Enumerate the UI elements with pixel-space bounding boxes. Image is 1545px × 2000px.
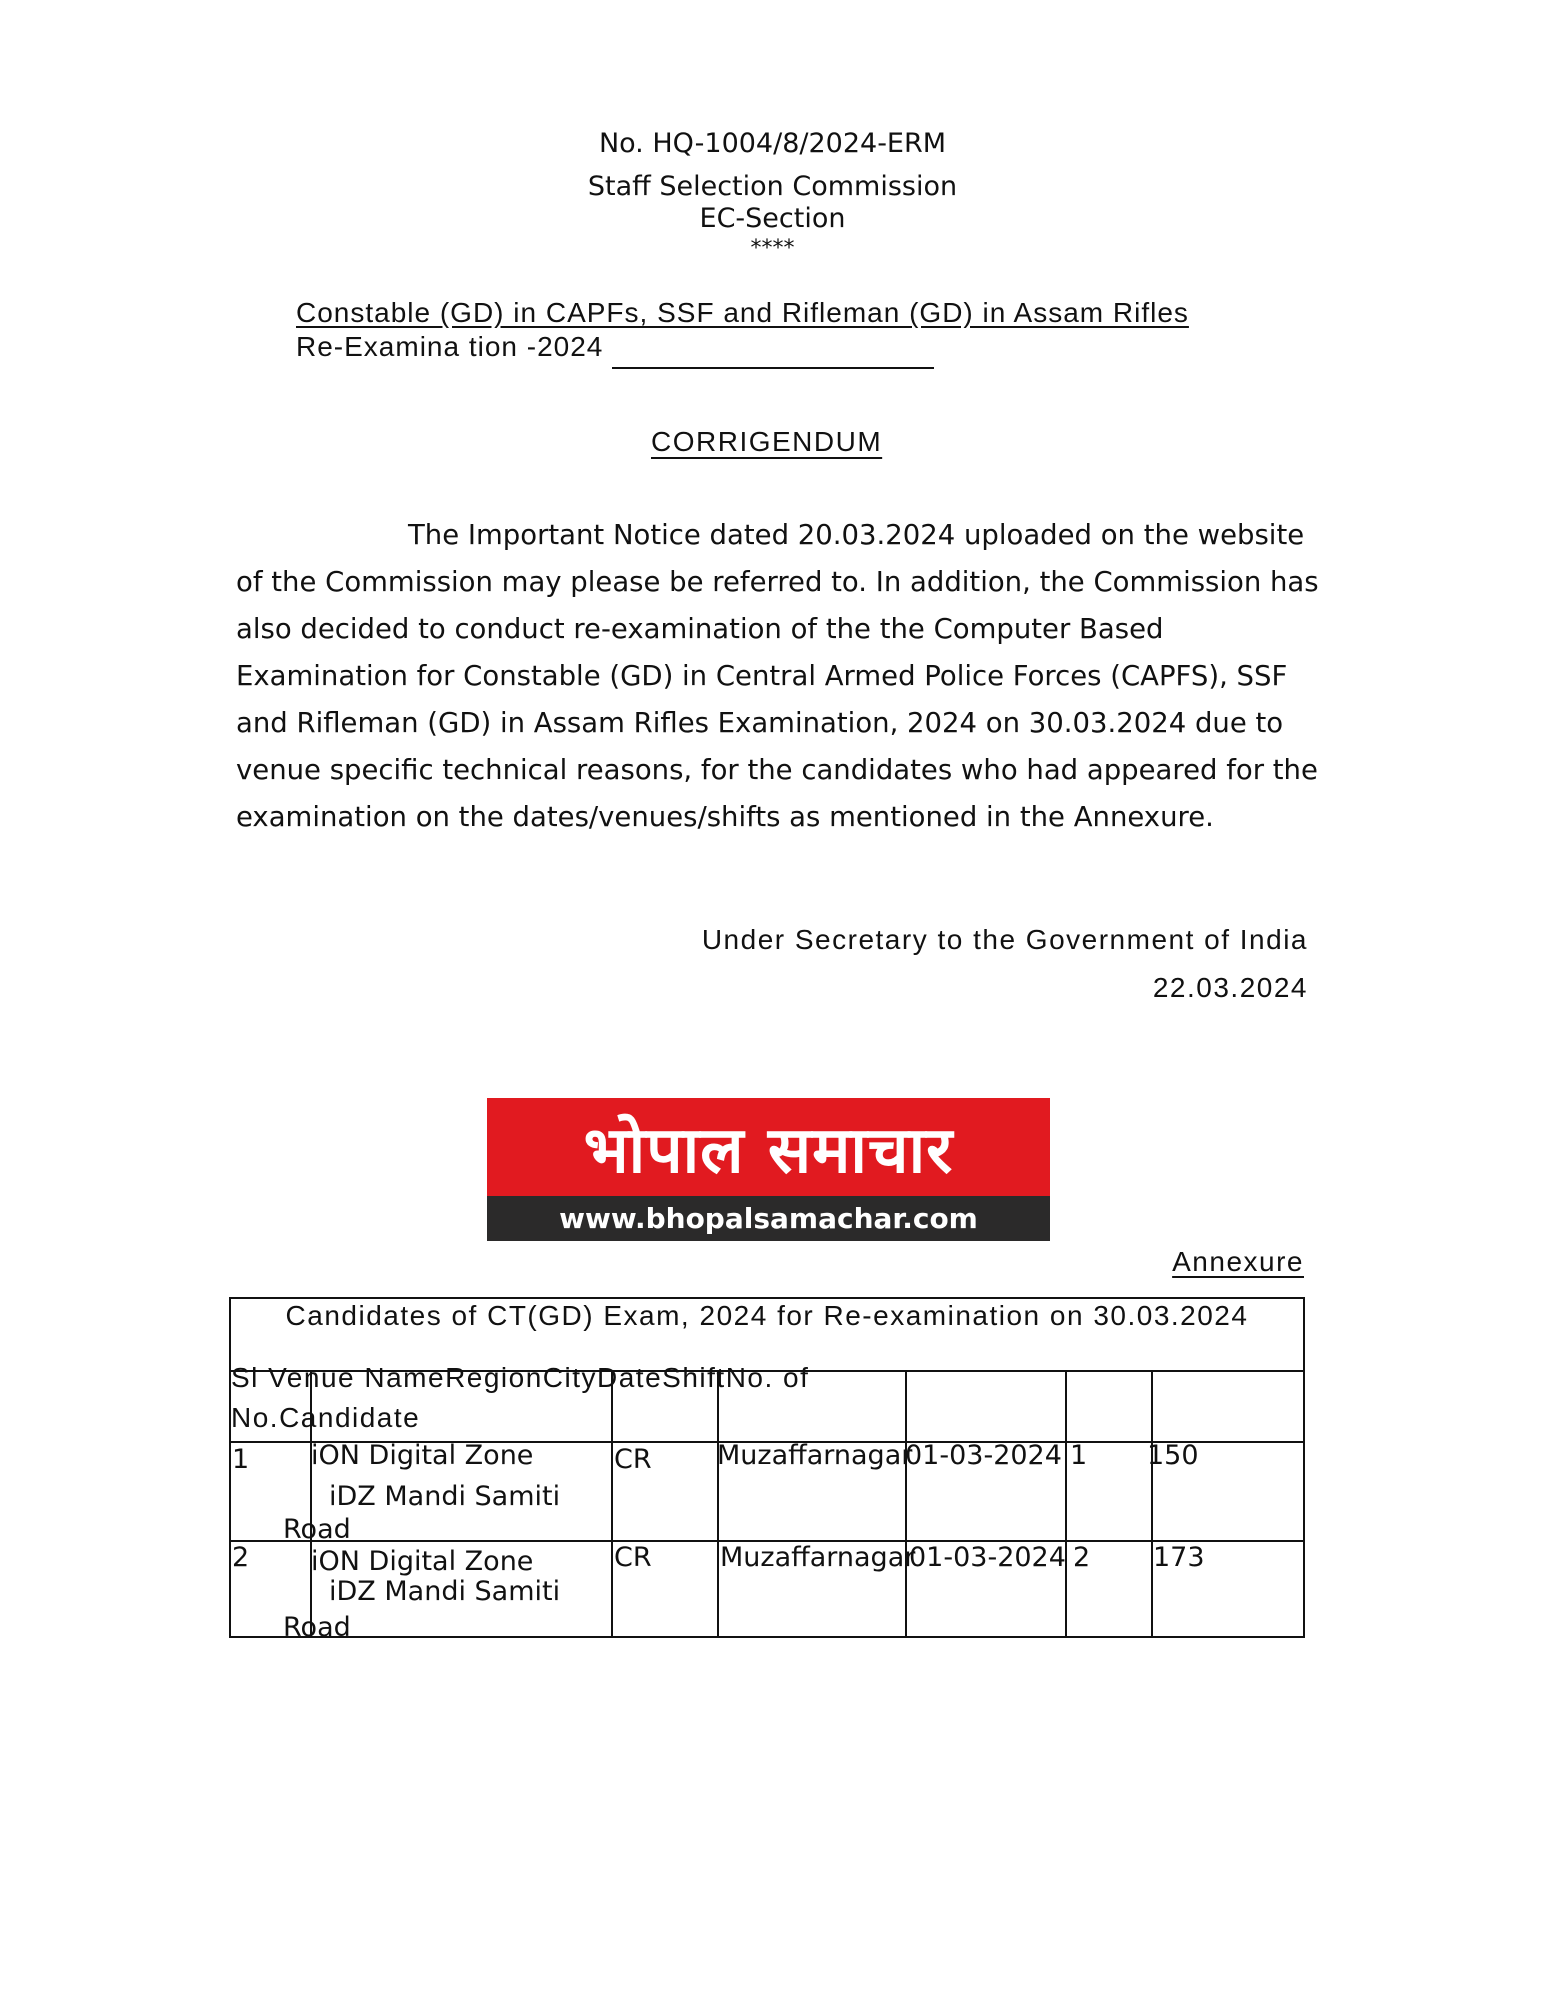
table-header-line-2: No.Candidate — [231, 1402, 421, 1433]
table-cell-city: Muzaffarnagar — [717, 1440, 913, 1471]
table-caption: Candidates of CT(GD) Exam, 2024 for Re-examination on 30.03.2024 — [285, 1300, 1249, 1331]
table-cell-sl: 2 — [232, 1542, 250, 1573]
subject — [296, 296, 1189, 364]
table-cell-date: 01-03-2024 — [905, 1440, 1062, 1471]
table-cell-venue: iDZ Mandi Samiti — [329, 1576, 561, 1607]
table-header-line-1: Sl Venue NameRegionCityDateShiftNo. of — [231, 1362, 810, 1393]
table-cell-candidates: 150 — [1147, 1440, 1199, 1471]
table-rule — [717, 1370, 719, 1638]
table-cell-region: CR — [614, 1444, 652, 1475]
subject-underline — [612, 367, 934, 369]
logo-hindi-name: भोपाल समाचार — [487, 1098, 1050, 1196]
table-cell-venue: iDZ Mandi Samiti — [329, 1481, 561, 1512]
table-cell-candidates: 173 — [1153, 1542, 1205, 1573]
annexure-label: Annexure — [1172, 1246, 1304, 1277]
table-cell-shift: 2 — [1073, 1542, 1091, 1573]
organization-name: Staff Selection Commission — [587, 171, 958, 202]
signature-date: 22.03.2024 — [1152, 972, 1308, 1003]
table-rule — [905, 1370, 907, 1638]
section-name: EC-Section — [699, 203, 846, 234]
subject-line-1: Constable (GD) in CAPFs, SSF and Rifleman (GD) in Assam Rifles — [296, 297, 1189, 328]
table-rule — [1151, 1370, 1153, 1638]
signatory-designation: Under Secretary to the Government of India — [701, 924, 1308, 955]
table-cell-date: 01-03-2024 — [909, 1542, 1066, 1573]
logo-url: www.bhopalsamachar.com — [487, 1196, 1050, 1241]
body-paragraph — [236, 512, 1326, 841]
subject-line-2: Re-Examina tion -2024 — [296, 331, 604, 362]
document-title: CORRIGENDUM — [651, 426, 883, 457]
notice-text: The Important Notice dated 20.03.2024 uploaded on the website of the Commission may please be referred to. In addition, the Commission has also decided to conduct re-examination of the the Computer Based Examination for Constable (GD) in Central Armed Police Forces (CAPFS), SSF and Rifleman (GD) in Assam Rifles Examination, 2024 on 30.03.2024 due to venue specific technical reasons, for the candidates who had appeared for the examination on the dates/venues/shifts as mentioned in the Annexure. — [236, 519, 1319, 833]
signature-block — [702, 916, 1308, 1012]
bhopal-samachar-logo — [487, 1098, 1050, 1241]
table-rule — [611, 1370, 613, 1638]
table-cell-venue: Road — [283, 1612, 351, 1643]
table-cell-venue: iON Digital Zone — [311, 1546, 534, 1577]
table-cell-sl: 1 — [232, 1444, 250, 1475]
table-rule — [1065, 1370, 1067, 1638]
table-cell-region: CR — [614, 1542, 652, 1573]
table-cell-venue: Road — [283, 1514, 351, 1545]
table-cell-shift: 1 — [1070, 1440, 1088, 1471]
reference-number: No. HQ-1004/8/2024-ERM — [598, 128, 947, 159]
table-cell-city: Muzaffarnagar — [720, 1542, 916, 1573]
header-separator: **** — [750, 236, 795, 261]
table-cell-venue: iON Digital Zone — [311, 1440, 534, 1471]
